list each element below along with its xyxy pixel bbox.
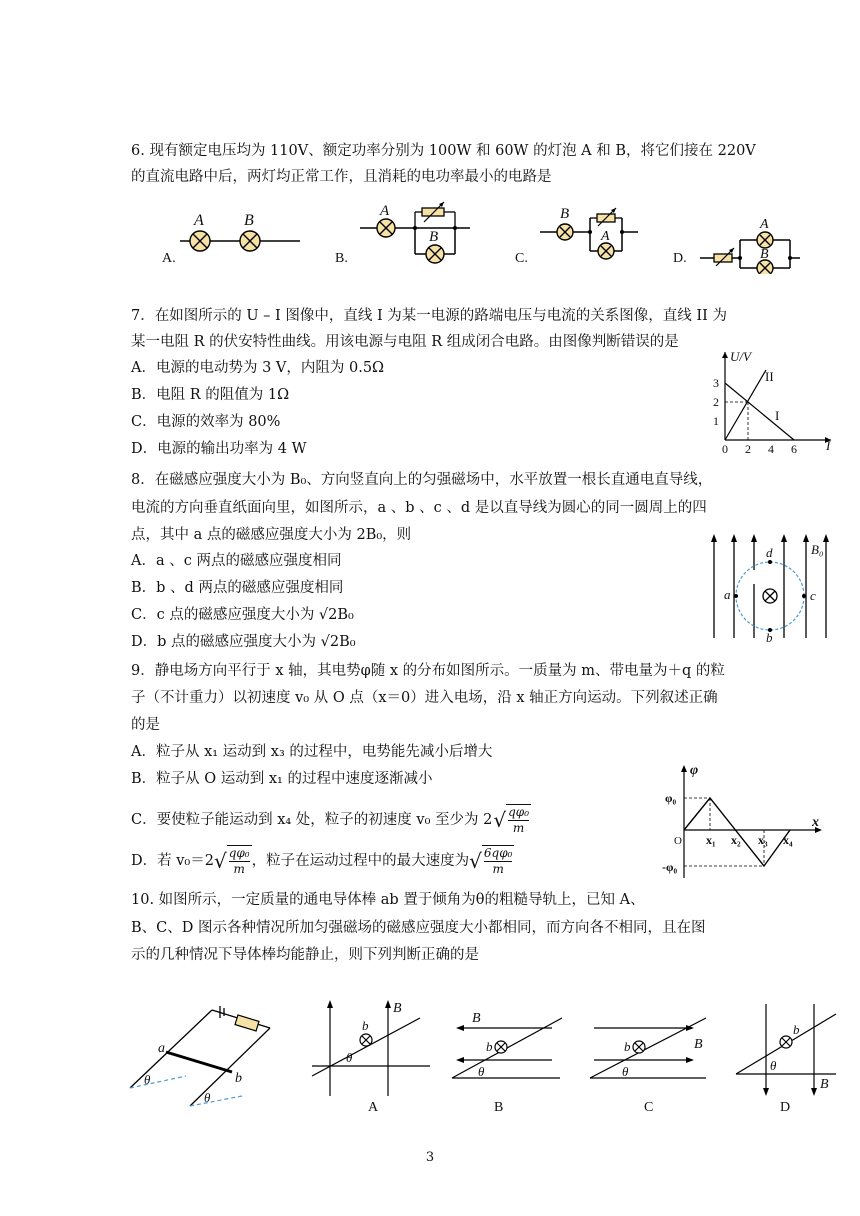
svg-text:b: b: [235, 1071, 242, 1086]
q6-option-a: A.: [162, 251, 176, 266]
svg-text:B: B: [820, 1077, 829, 1092]
q7-option-c: C．电源的效率为 80%: [131, 414, 281, 430]
svg-text:A: A: [380, 203, 390, 219]
q7-ui-graph: [708, 348, 838, 454]
svg-text:x₁: x₁: [706, 833, 716, 847]
svg-text:0: 0: [722, 442, 728, 454]
svg-text:A: A: [760, 217, 769, 232]
q9-option-a: A．粒子从 x₁ 运动到 x₃ 的过程中，电势能先减小后增大: [131, 744, 493, 760]
q10-case-a: [312, 1000, 430, 1115]
q9-line-2: 子（不计重力）以初速度 v₀ 从 O 点（x＝0）进入电场，沿 x 轴正方向运动。下列叙述正确: [131, 690, 718, 706]
svg-text:x₄: x₄: [783, 833, 793, 847]
page-number: 3: [425, 1150, 435, 1165]
q7-line-1: 7．在如图所示的 U – I 图像中，直线 I 为某一电源的路端电压与电流的关系图像，直线 II 为: [131, 308, 727, 324]
svg-text:-φ₀: -φ₀: [662, 860, 678, 874]
q8-option-b: B．b 、d 两点的磁感应强度相同: [131, 580, 344, 596]
svg-text:4: 4: [768, 442, 774, 454]
svg-text:θ: θ: [622, 1064, 629, 1079]
q7-ylabel: U/V: [730, 349, 751, 364]
q8-option-c: C．c 点的磁感应强度大小为 √2B₀: [131, 607, 354, 623]
q8-line-3: 点，其中 a 点的磁感应强度大小为 2B₀，则: [131, 527, 412, 543]
svg-text:2: 2: [713, 395, 719, 409]
q6-circuit-c: [515, 206, 638, 266]
svg-text:a: a: [724, 587, 731, 602]
svg-text:x: x: [812, 815, 819, 830]
q8-field-figure: [702, 530, 838, 642]
svg-text:φ: φ: [690, 763, 699, 778]
q7-line-2: 某一电阻 R 的伏安特性曲线。用该电源与电阻 R 组成闭合电路。由图像判断错误的是: [131, 334, 679, 350]
q9-option-c: C．要使粒子能运动到 x₄ 处，粒子的初速度 v₀ 至少为 2 √ qφ₀ m: [131, 805, 530, 835]
q10-figures: [120, 996, 840, 1120]
q8-line-1: 8．在磁感应强度大小为 B₀、方向竖直向上的匀强磁场中，水平放置一根长直通电直导线，: [131, 472, 713, 488]
q6-circuit-d: [673, 217, 800, 274]
svg-text:θ: θ: [204, 1090, 211, 1105]
svg-text:B: B: [494, 1100, 504, 1115]
q6-line-2: 的直流电路中后，两灯均正常工作，且消耗的电功率最小的电路是: [131, 169, 552, 185]
q6-option-b: B.: [335, 251, 348, 266]
svg-text:6: 6: [791, 442, 797, 454]
svg-text:θ: θ: [770, 1058, 777, 1073]
q9-line-3: 的是: [131, 717, 160, 733]
svg-text:O: O: [674, 835, 682, 847]
svg-text:b: b: [624, 1039, 631, 1054]
svg-text:c: c: [810, 588, 816, 603]
svg-text:B₀: B₀: [811, 542, 824, 557]
q10-rail-setup: [130, 1006, 270, 1106]
svg-text:B: B: [393, 1001, 402, 1016]
svg-text:b: b: [362, 1018, 369, 1033]
svg-text:b: b: [486, 1039, 493, 1054]
q8-option-a: A．a 、c 两点的磁感应强度相同: [131, 553, 342, 569]
q7-line-i: [725, 383, 794, 440]
q7-xlabel: I: [826, 438, 831, 453]
q9-option-b: B．粒子从 O 运动到 x₁ 的过程中速度逐渐减小: [131, 771, 433, 787]
svg-text:θ: θ: [144, 1072, 151, 1087]
q9-option-d: D．若 v₀＝2 √ qφ₀ m ，粒子在运动过程中的最大速度为 √ 6qφ₀ m: [131, 846, 513, 876]
q10-case-d: [736, 1004, 836, 1115]
svg-text:B: B: [472, 1011, 481, 1026]
svg-text:B: B: [429, 229, 439, 245]
q9-line-1: 9．静电场方向平行于 x 轴，其电势φ随 x 的分布如图所示。一质量为 m、带电量为＋q 的粒: [131, 663, 725, 679]
svg-text:a: a: [158, 1041, 165, 1056]
svg-text:1: 1: [713, 414, 719, 428]
q10-line-1: 10. 如图所示，一定质量的通电导体棒 ab 置于倾角为θ的粗糙导轨上，已知 A、: [131, 892, 645, 908]
svg-text:b: b: [766, 630, 773, 642]
svg-text:C: C: [644, 1100, 654, 1115]
q8-option-d: D．b 点的磁感应强度大小为 √2B₀: [131, 634, 356, 650]
q8-line-2: 电流的方向垂直纸面向里，如图所示，a 、b 、c 、d 是以直导线为圆心的同一圆周上的四: [131, 500, 707, 516]
q7-option-b: B．电阻 R 的阻值为 1Ω: [131, 387, 290, 403]
q6-circuit-figures: [150, 196, 800, 274]
svg-text:φ₀: φ₀: [665, 791, 677, 805]
q7-option-d: D．电源的输出功率为 4 W: [131, 441, 307, 457]
svg-text:d: d: [766, 545, 773, 560]
svg-text:A: A: [601, 229, 610, 244]
q7-option-a: A．电源的电动势为 3 V，内阻为 0.5Ω: [131, 360, 385, 376]
q6-circuit-a: [162, 212, 300, 266]
q10-case-c: [590, 1018, 706, 1115]
q7-line-ii: [725, 370, 766, 440]
q6-line-1: 6. 现有额定电压均为 110V、额定功率分别为 100W 和 60W 的灯泡 A 和 B，将它们接在 220V: [131, 143, 756, 159]
svg-text:B: B: [760, 247, 769, 262]
q6-circuit-b: [335, 202, 470, 266]
q6a-lamp-a-label: A: [194, 212, 204, 229]
q9-potential-graph: [662, 760, 830, 886]
svg-text:B: B: [694, 1037, 703, 1052]
svg-text:B: B: [560, 206, 570, 222]
q10-line-3: 示的几种情况下导体棒均能静止，则下列判断正确的是: [131, 947, 479, 963]
svg-text:θ: θ: [478, 1064, 485, 1079]
svg-text:2: 2: [745, 442, 751, 454]
svg-text:x₃: x₃: [758, 833, 768, 847]
q10-case-b: [452, 1011, 562, 1115]
svg-text:θ: θ: [346, 1050, 353, 1065]
svg-text:x₂: x₂: [731, 833, 741, 847]
svg-text:3: 3: [713, 376, 719, 390]
svg-text:I: I: [775, 408, 780, 423]
q6-option-c: C.: [515, 251, 528, 266]
q10-line-2: B、C、D 图示各种情况所加匀强磁场的磁感应强度大小都相同，而方向各不相同，且在图: [131, 920, 706, 936]
svg-text:A: A: [368, 1100, 379, 1115]
svg-text:D: D: [780, 1100, 791, 1115]
q6-option-d: D.: [673, 251, 687, 266]
svg-text:II: II: [765, 369, 774, 384]
svg-text:b: b: [793, 1022, 800, 1037]
q6a-lamp-b-label: B: [244, 212, 254, 229]
